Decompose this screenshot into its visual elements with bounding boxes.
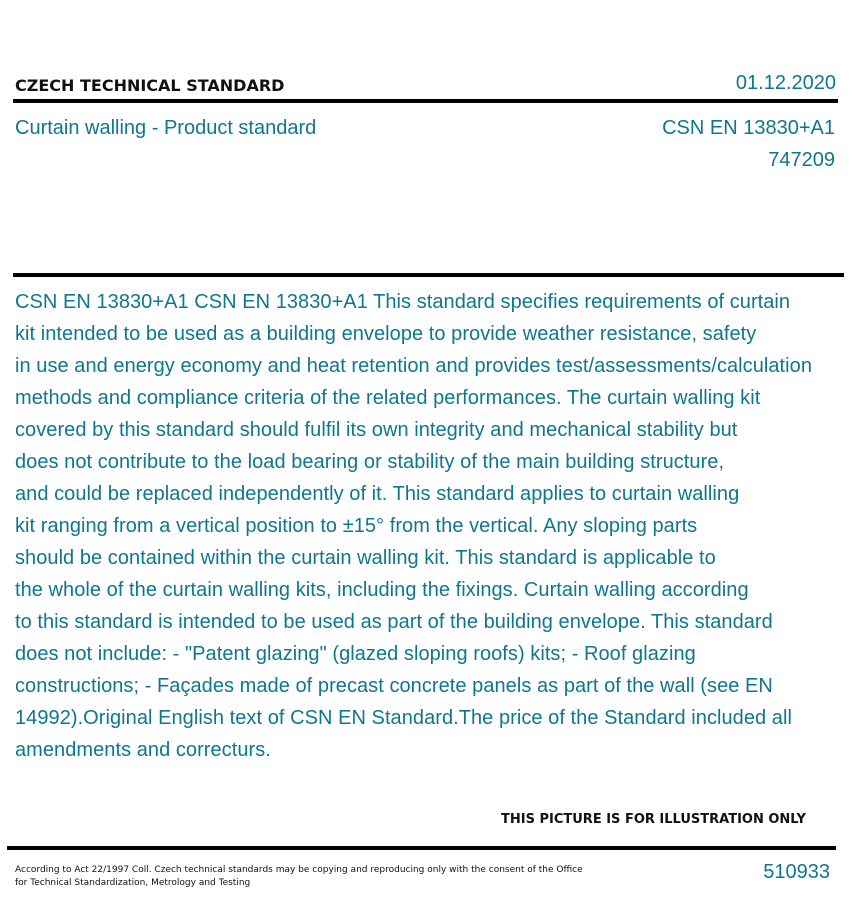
document-id: 510933 bbox=[763, 861, 830, 883]
standard-title: Curtain walling - Product standard bbox=[15, 117, 317, 139]
header-divider bbox=[13, 99, 838, 103]
legal-note: According to Act 22/1997 Coll. Czech technical standards may be copying and reproducing only with the consent of the Office for Technical Standardization, Metrology and Testing bbox=[15, 865, 583, 888]
document-type-label: CZECH TECHNICAL STANDARD bbox=[15, 76, 285, 95]
catalog-number: 747209 bbox=[768, 149, 835, 171]
section-divider bbox=[13, 273, 844, 277]
publication-date: 01.12.2020 bbox=[735, 72, 836, 94]
abstract-text: CSN EN 13830+A1 CSN EN 13830+A1 This standard specifies requirements of curtain kit intended to be used as a building envelope to provide weather resistance, safety in use and energy economy and heat retention and provides test/assessments/calculation methods and compliance criteria of the related performances. The curtain walling kit covered by this standard should fulfil its own integrity and mechanical stability but does not contribute to the load bearing or stability of the main building structure, and could be replaced independently of it. This standard applies to curtain walling kit ranging from a vertical position to ±15° from the vertical. Any sloping parts should be contained within the curtain walling kit. This standard is applicable to the whole of the curtain walling kits, including the fixings. Curtain walling according to this standard is intended to be used as part of the building envelope. This standard does not include: - "Patent glazing" (glazed sloping roofs) kits; - Roof glazing constructions; - Façades made of precast concrete panels as part of the wall (see EN 14992).Original English text of CSN EN Standard.The price of the Standard included all amendments and correcturs. bbox=[15, 291, 813, 761]
footer-divider bbox=[7, 846, 836, 850]
illustration-disclaimer: THIS PICTURE IS FOR ILLUSTRATION ONLY bbox=[501, 812, 806, 827]
standard-code: CSN EN 13830+A1 bbox=[662, 117, 835, 139]
